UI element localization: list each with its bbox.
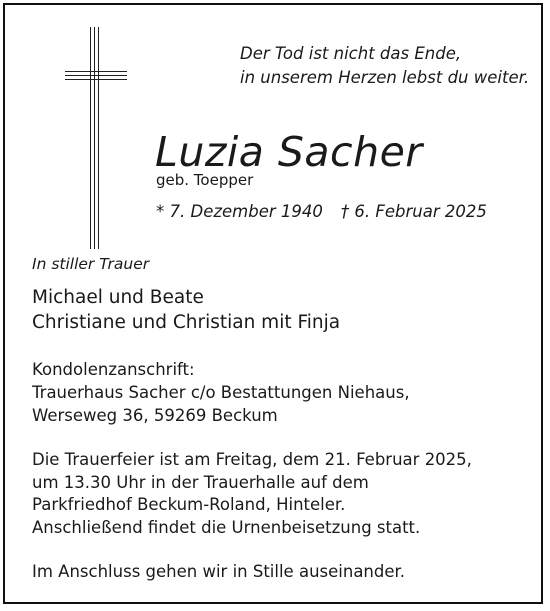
- closing-line: Im Anschluss gehen wir in Stille auseinander.: [32, 562, 406, 581]
- ceremony-line: um 13.30 Uhr in der Trauerhalle auf dem: [32, 472, 369, 492]
- quote-line-2: in unserem Herzen lebst du weiter.: [240, 68, 530, 87]
- family-line: Michael und Beate: [32, 287, 204, 308]
- deceased-name: Luzia Sacher: [155, 128, 423, 176]
- ceremony-line: Parkfriedhof Beckum-Roland, Hinteler.: [32, 495, 346, 514]
- life-dates: [156, 201, 487, 223]
- ceremony-line: Anschließend findet die Urnenbeisetzung statt.: [32, 517, 421, 537]
- family-list: [32, 285, 340, 335]
- quote: [240, 42, 529, 90]
- condolence-address: [32, 358, 410, 427]
- address-line: Kondolenzanschrift:: [32, 360, 195, 379]
- maiden-name: geb. Toepper: [156, 171, 254, 189]
- ceremony-info: [32, 449, 472, 539]
- cross-icon: [65, 27, 127, 249]
- ceremony-line: Die Trauerfeier ist am Freitag, dem 21. Februar 2025,: [32, 450, 472, 469]
- address-line: Werseweg 36, 59269 Beckum: [32, 406, 278, 425]
- family-line: Christiane und Christian mit Finja: [32, 312, 341, 333]
- death-date: † 6. Februar 2025: [340, 202, 487, 221]
- address-line: Trauerhaus Sacher c/o Bestattungen Niehaus,: [32, 383, 410, 402]
- mourning-label: In stiller Trauer: [32, 255, 150, 273]
- quote-line-1: Der Tod ist nicht das Ende,: [240, 44, 462, 63]
- birth-date: * 7. Dezember 1940: [156, 202, 323, 221]
